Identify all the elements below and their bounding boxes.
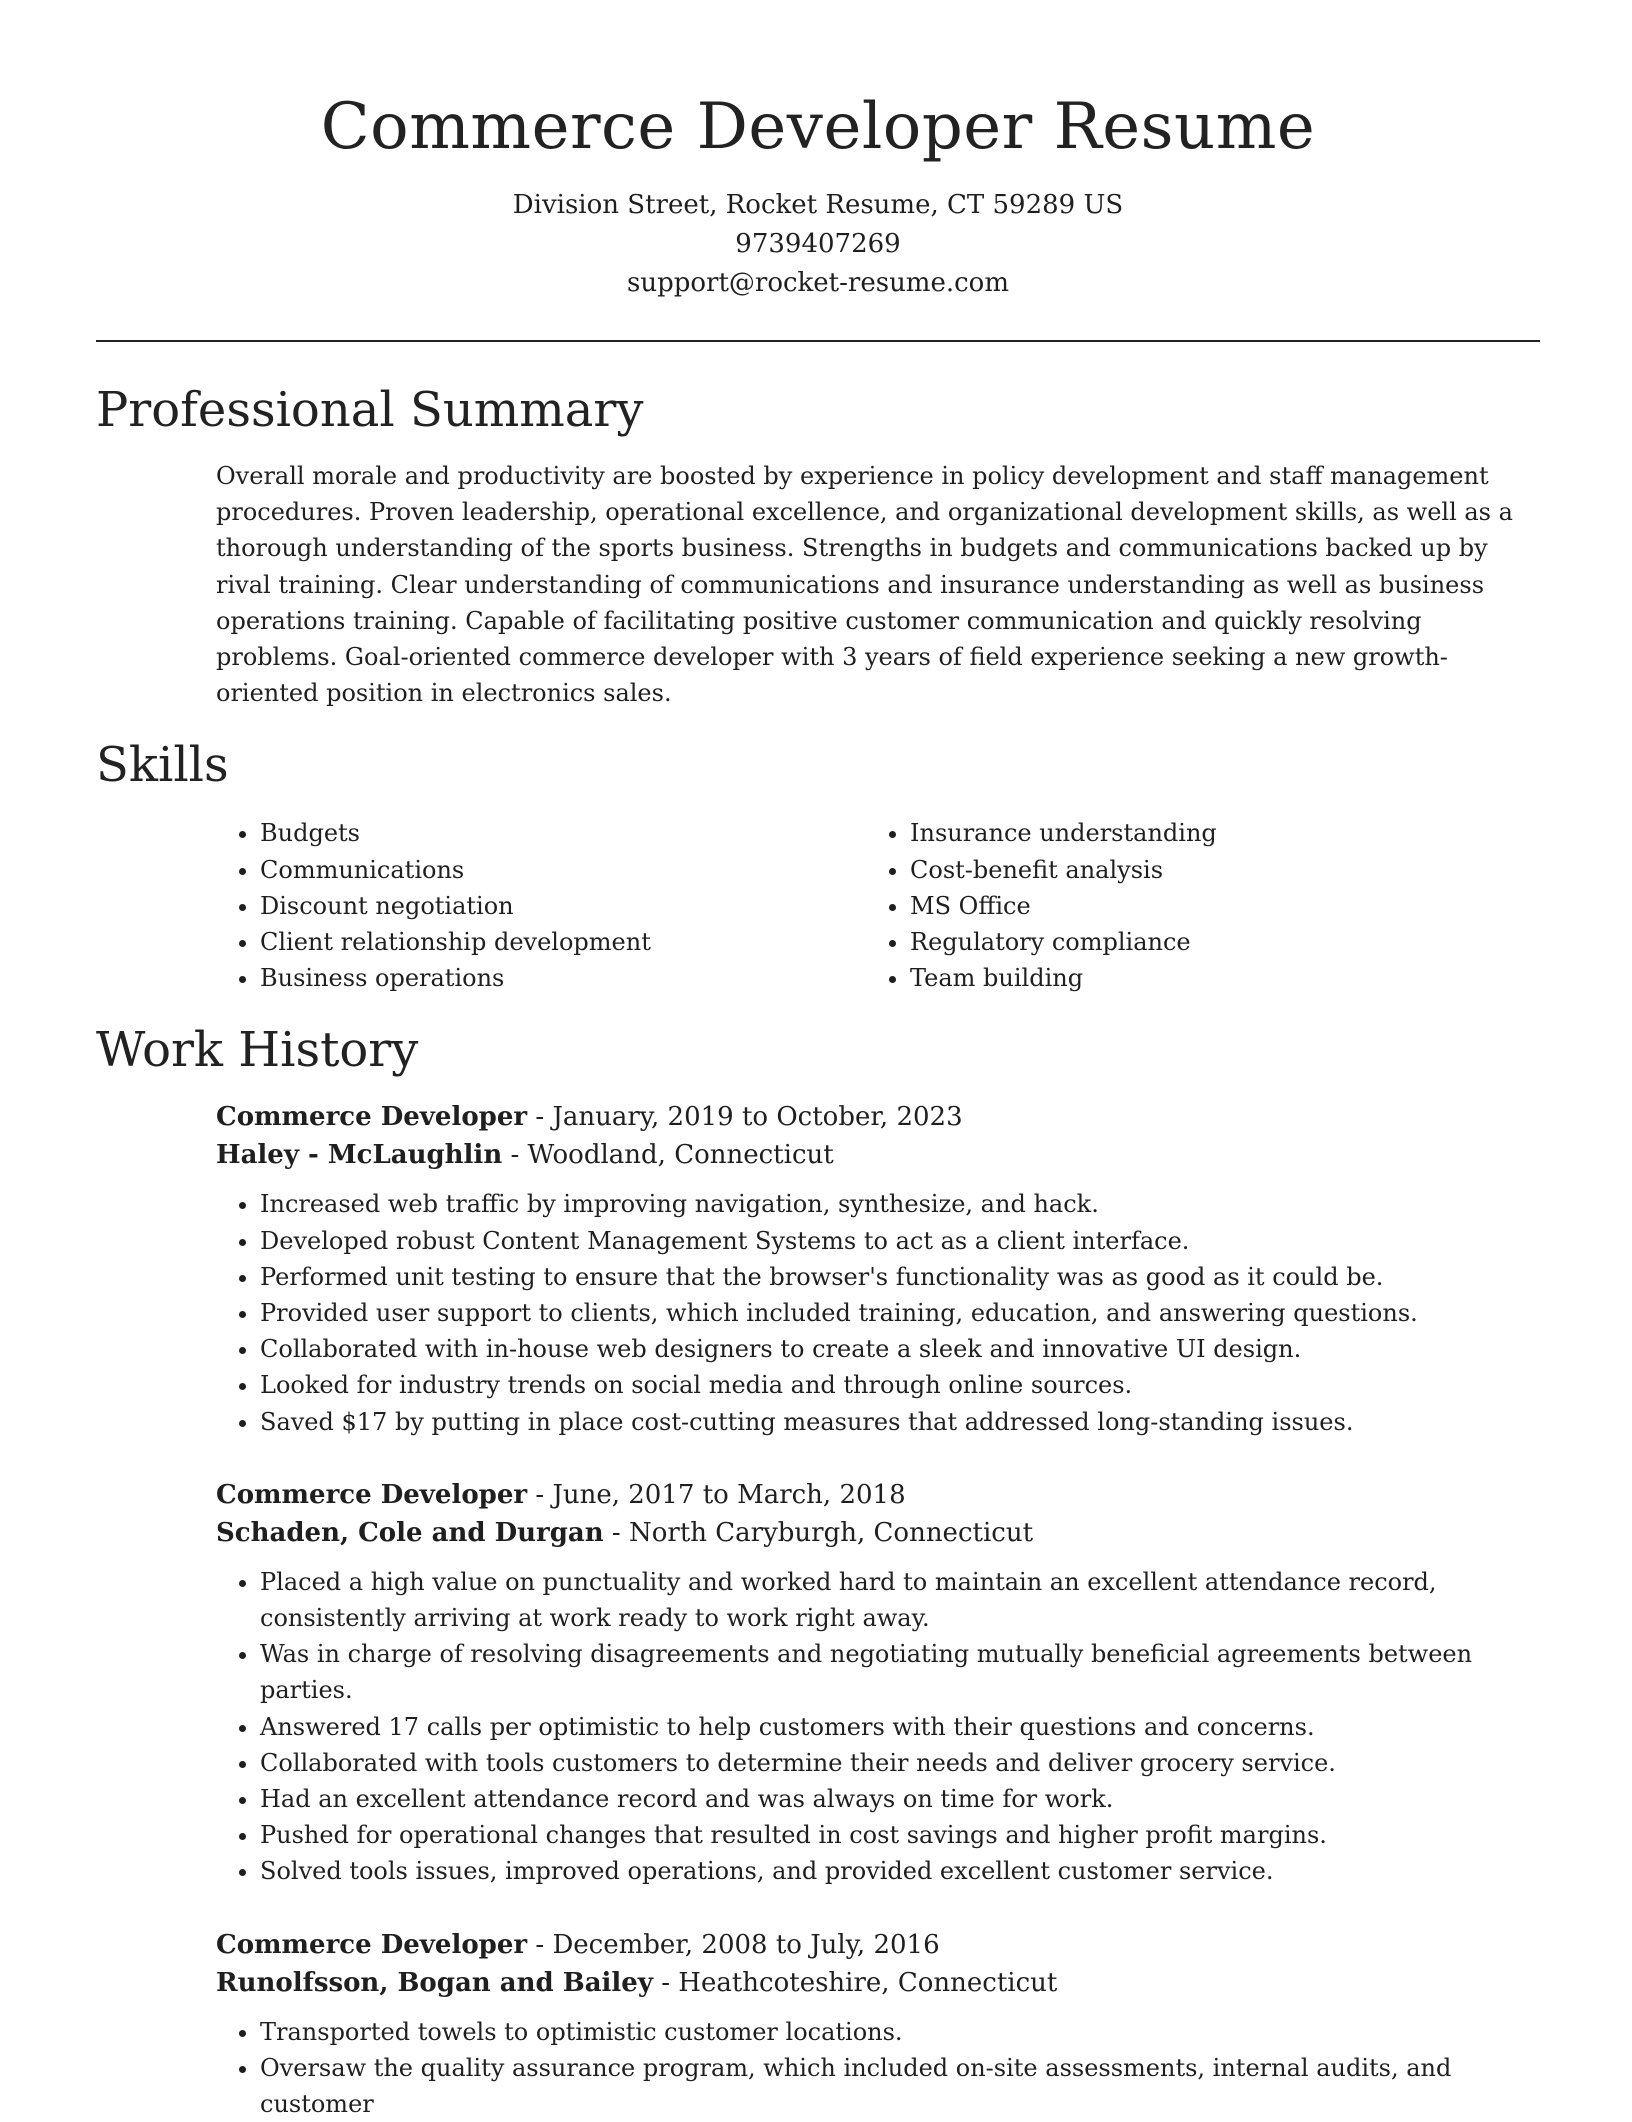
job-bullet: • Answered 17 calls per optimistic to help customers with their questions and concerns. bbox=[260, 1709, 1540, 1745]
job-bullet: • Was in charge of resolving disagreements and negotiating mutually beneficial agreements between parties. bbox=[260, 1636, 1540, 1708]
skills-column-left bbox=[216, 815, 866, 996]
job-company: Runolfsson, Bogan and Bailey bbox=[216, 1967, 653, 1998]
job-location: Heathcoteshire, Connecticut bbox=[678, 1967, 1058, 1998]
job-bullets bbox=[216, 2014, 1540, 2122]
skill-item: • Regulatory compliance bbox=[910, 924, 1516, 960]
resume-page bbox=[96, 0, 1540, 2122]
job-title: Commerce Developer bbox=[216, 1479, 528, 1510]
skill-item: • Business operations bbox=[260, 960, 866, 996]
header-divider bbox=[96, 340, 1540, 342]
job-location: North Caryburgh, Connecticut bbox=[628, 1517, 1034, 1548]
job-company: Schaden, Cole and Durgan bbox=[216, 1517, 604, 1548]
address: Division Street, Rocket Resume, CT 59289 US bbox=[512, 190, 1124, 220]
job-entry bbox=[216, 1476, 1540, 1890]
job-bullet: • Oversaw the quality assurance program, which included on-site assessments, internal audits, and customer bbox=[260, 2050, 1540, 2122]
job-bullet: • Transported towels to optimistic customer locations. bbox=[260, 2014, 1540, 2050]
skill-item: • Client relationship development bbox=[260, 924, 866, 960]
skills-heading: Skills bbox=[96, 737, 229, 794]
job-bullet: • Looked for industry trends on social media and through online sources. bbox=[260, 1367, 1540, 1403]
skills-column-right bbox=[866, 815, 1516, 996]
skill-item: • Communications bbox=[260, 852, 866, 888]
job-bullet: • Provided user support to clients, which included training, education, and answering questions. bbox=[260, 1295, 1540, 1331]
job-title-line: Commerce Developer - June, 2017 to March, 2018 bbox=[216, 1479, 906, 1510]
summary-heading: Professional Summary bbox=[96, 382, 644, 438]
email: support@rocket-resume.com bbox=[626, 268, 1009, 298]
job-title-line: Commerce Developer - January, 2019 to October, 2023 bbox=[216, 1102, 963, 1133]
job-bullet: • Saved $17 by putting in place cost-cutting measures that addressed long-standing issues. bbox=[260, 1404, 1540, 1440]
skill-item: • MS Office bbox=[910, 888, 1516, 924]
job-company-line: Schaden, Cole and Durgan - North Caryburgh, Connecticut bbox=[216, 1517, 1034, 1548]
job-bullets bbox=[216, 1564, 1540, 1890]
phone: 9739407269 bbox=[735, 229, 901, 259]
job-dates: December, 2008 to July, 2016 bbox=[552, 1929, 940, 1960]
job-entry bbox=[216, 1098, 1540, 1439]
job-bullet: • Solved tools issues, improved operations, and provided excellent customer service. bbox=[260, 1853, 1540, 1889]
job-bullet: • Developed robust Content Management Systems to act as a client interface. bbox=[260, 1223, 1540, 1259]
job-company-line: Haley - McLaughlin - Woodland, Connecticut bbox=[216, 1140, 834, 1171]
job-bullet: • Collaborated with in-house web designers to create a sleek and innovative UI design. bbox=[260, 1331, 1540, 1367]
job-title: Commerce Developer bbox=[216, 1102, 528, 1133]
job-bullet: • Performed unit testing to ensure that the browser's functionality was as good as it could be. bbox=[260, 1259, 1540, 1295]
job-entry bbox=[216, 1926, 1540, 2122]
resume-title: Commerce Developer Resume bbox=[320, 90, 1316, 164]
skills-list bbox=[216, 815, 1540, 996]
skill-item: • Budgets bbox=[260, 815, 866, 851]
job-company-line: Runolfsson, Bogan and Bailey - Heathcoteshire, Connecticut bbox=[216, 1967, 1058, 1998]
skill-item: • Team building bbox=[910, 960, 1516, 996]
contact-info bbox=[96, 186, 1540, 303]
job-bullet: • Collaborated with tools customers to determine their needs and deliver grocery service. bbox=[260, 1745, 1540, 1781]
job-bullet: • Pushed for operational changes that resulted in cost savings and higher profit margins. bbox=[260, 1817, 1540, 1853]
job-location: Woodland, Connecticut bbox=[527, 1140, 834, 1171]
skill-item: • Discount negotiation bbox=[260, 888, 866, 924]
summary-text: Overall morale and productivity are boosted by experience in policy development and staff management procedures. Proven leadership, operational excellence, and organizational development skills, as well as a thorough understanding of the sports business. Strengths in budgets and communications backed up by rival training. Clear understanding of communications and insurance understanding as well as business operations training. Capable of facilitating positive customer communication and quickly resolving problems. Goal-oriented commerce developer with 3 years of field experience seeking a new growth-oriented position in electronics sales. bbox=[216, 462, 1513, 708]
job-company: Haley - McLaughlin bbox=[216, 1140, 503, 1171]
job-bullets bbox=[216, 1186, 1540, 1439]
skill-item: • Insurance understanding bbox=[910, 815, 1516, 851]
job-title-line: Commerce Developer - December, 2008 to July, 2016 bbox=[216, 1929, 940, 1960]
job-bullet: • Placed a high value on punctuality and worked hard to maintain an excellent attendance record, consistently arriving at work ready to work right away. bbox=[260, 1564, 1540, 1636]
job-dates: January, 2019 to October, 2023 bbox=[552, 1102, 963, 1133]
job-bullet: • Increased web traffic by improving navigation, synthesize, and hack. bbox=[260, 1186, 1540, 1222]
skill-item: • Cost-benefit analysis bbox=[910, 852, 1516, 888]
job-bullet: • Had an excellent attendance record and was always on time for work. bbox=[260, 1781, 1540, 1817]
job-title: Commerce Developer bbox=[216, 1929, 528, 1960]
job-dates: June, 2017 to March, 2018 bbox=[552, 1479, 906, 1510]
work-history-heading: Work History bbox=[96, 1022, 419, 1079]
